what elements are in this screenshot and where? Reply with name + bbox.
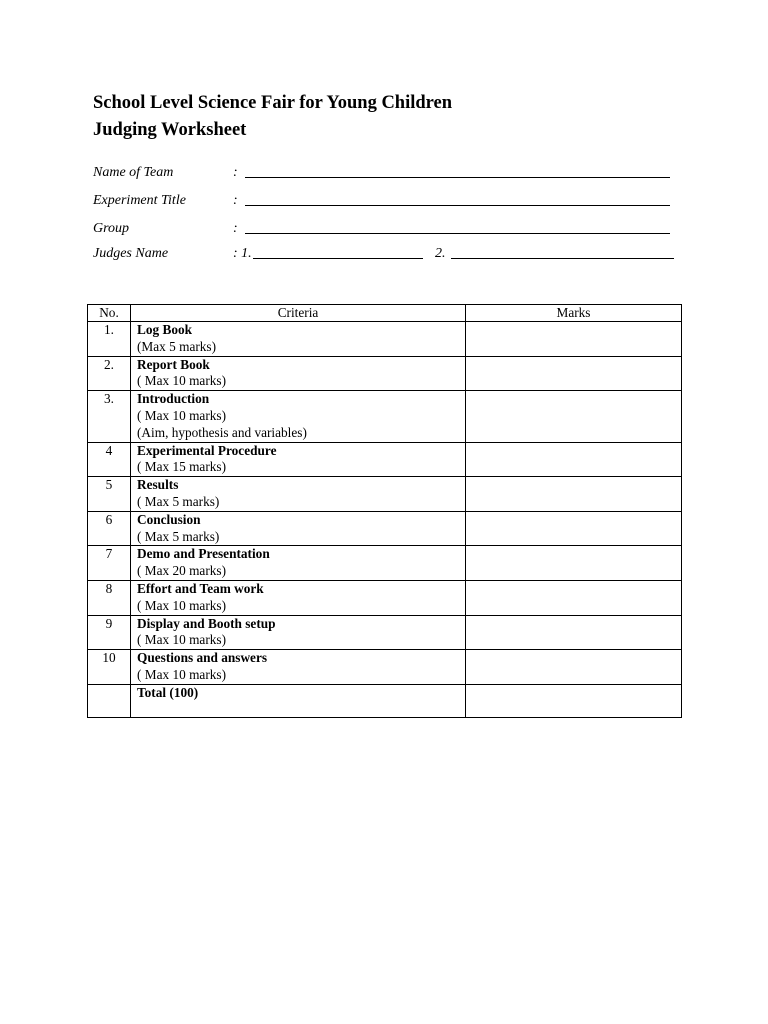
marks-cell[interactable] bbox=[466, 442, 682, 477]
criteria-cell bbox=[131, 650, 466, 685]
table-header-row bbox=[88, 305, 682, 322]
marks-cell[interactable] bbox=[466, 546, 682, 581]
group-label: Group bbox=[93, 221, 130, 236]
total-label: Total (100) bbox=[137, 684, 199, 700]
header-criteria: Criteria bbox=[131, 305, 466, 322]
criteria-cell bbox=[131, 546, 466, 581]
row-number: 3. bbox=[88, 391, 131, 442]
table-row bbox=[88, 477, 682, 512]
criteria-detail: ( Max 10 marks) bbox=[137, 407, 226, 423]
marks-cell[interactable] bbox=[466, 477, 682, 512]
criteria-name: Experimental Procedure bbox=[137, 442, 277, 458]
marks-cell[interactable] bbox=[466, 391, 682, 442]
judge-2-prefix: 2. bbox=[435, 246, 446, 261]
marks-cell[interactable] bbox=[466, 511, 682, 546]
table-row bbox=[88, 546, 682, 581]
criteria-name: Questions and answers bbox=[137, 650, 268, 666]
criteria-cell bbox=[131, 511, 466, 546]
criteria-name: Results bbox=[137, 477, 179, 493]
criteria-name: Log Book bbox=[137, 322, 193, 337]
criteria-cell bbox=[131, 356, 466, 391]
experiment-title-blank[interactable] bbox=[245, 205, 670, 206]
judging-table bbox=[87, 304, 682, 718]
criteria-detail: ( Max 10 marks) bbox=[137, 666, 226, 682]
criteria-cell bbox=[131, 442, 466, 477]
total-no-cell bbox=[88, 684, 131, 717]
criteria-name: Display and Booth setup bbox=[137, 615, 276, 631]
marks-cell[interactable] bbox=[466, 322, 682, 357]
row-number: 7 bbox=[88, 546, 131, 581]
total-row bbox=[88, 684, 682, 717]
experiment-title-label: Experiment Title bbox=[93, 193, 186, 208]
judges-name-label: Judges Name bbox=[93, 246, 169, 261]
table-row bbox=[88, 511, 682, 546]
row-number: 2. bbox=[88, 356, 131, 391]
criteria-detail: ( Max 10 marks) bbox=[137, 597, 226, 613]
team-name-label: Name of Team bbox=[93, 165, 174, 180]
total-marks-cell[interactable] bbox=[466, 684, 682, 717]
team-name-blank[interactable] bbox=[245, 177, 670, 178]
criteria-name: Introduction bbox=[137, 391, 210, 407]
criteria-detail: (Aim, hypothesis and variables) bbox=[137, 424, 307, 440]
criteria-detail: (Max 5 marks) bbox=[137, 338, 217, 354]
judge-1-blank[interactable] bbox=[253, 258, 423, 259]
row-number: 8 bbox=[88, 580, 131, 615]
row-number: 5 bbox=[88, 477, 131, 512]
header-no: No. bbox=[88, 305, 131, 322]
row-number: 10 bbox=[88, 650, 131, 685]
group-colon: : bbox=[233, 221, 238, 236]
criteria-detail: ( Max 5 marks) bbox=[137, 528, 220, 544]
criteria-detail: ( Max 20 marks) bbox=[137, 563, 226, 579]
marks-cell[interactable] bbox=[466, 615, 682, 650]
header-marks: Marks bbox=[466, 305, 682, 322]
criteria-cell bbox=[131, 322, 466, 357]
row-number: 6 bbox=[88, 511, 131, 546]
experiment-title-colon: : bbox=[233, 193, 238, 208]
criteria-detail: ( Max 10 marks) bbox=[137, 632, 226, 648]
document-title: School Level Science Fair for Young Children bbox=[93, 93, 453, 113]
criteria-cell bbox=[131, 391, 466, 442]
marks-cell[interactable] bbox=[466, 580, 682, 615]
table-row bbox=[88, 322, 682, 357]
row-number: 1. bbox=[88, 322, 131, 357]
row-number: 9 bbox=[88, 615, 131, 650]
table-row bbox=[88, 650, 682, 685]
criteria-name: Effort and Team work bbox=[137, 580, 264, 596]
criteria-detail: ( Max 10 marks) bbox=[137, 373, 226, 389]
judge-1-prefix: : 1. bbox=[233, 246, 252, 261]
table-row bbox=[88, 442, 682, 477]
criteria-name: Report Book bbox=[137, 356, 210, 372]
group-blank[interactable] bbox=[245, 233, 670, 234]
row-number: 4 bbox=[88, 442, 131, 477]
criteria-cell bbox=[131, 477, 466, 512]
table-row bbox=[88, 356, 682, 391]
criteria-cell bbox=[131, 615, 466, 650]
criteria-detail: ( Max 15 marks) bbox=[137, 459, 226, 475]
marks-cell[interactable] bbox=[466, 650, 682, 685]
team-name-colon: : bbox=[233, 165, 238, 180]
document-subtitle: Judging Worksheet bbox=[93, 120, 247, 140]
table-row bbox=[88, 580, 682, 615]
judge-2-blank[interactable] bbox=[451, 258, 674, 259]
criteria-name: Demo and Presentation bbox=[137, 546, 270, 562]
criteria-detail: ( Max 5 marks) bbox=[137, 493, 220, 509]
criteria-cell bbox=[131, 580, 466, 615]
marks-cell[interactable] bbox=[466, 356, 682, 391]
table-row bbox=[88, 615, 682, 650]
criteria-name: Conclusion bbox=[137, 511, 201, 527]
table-row bbox=[88, 391, 682, 442]
